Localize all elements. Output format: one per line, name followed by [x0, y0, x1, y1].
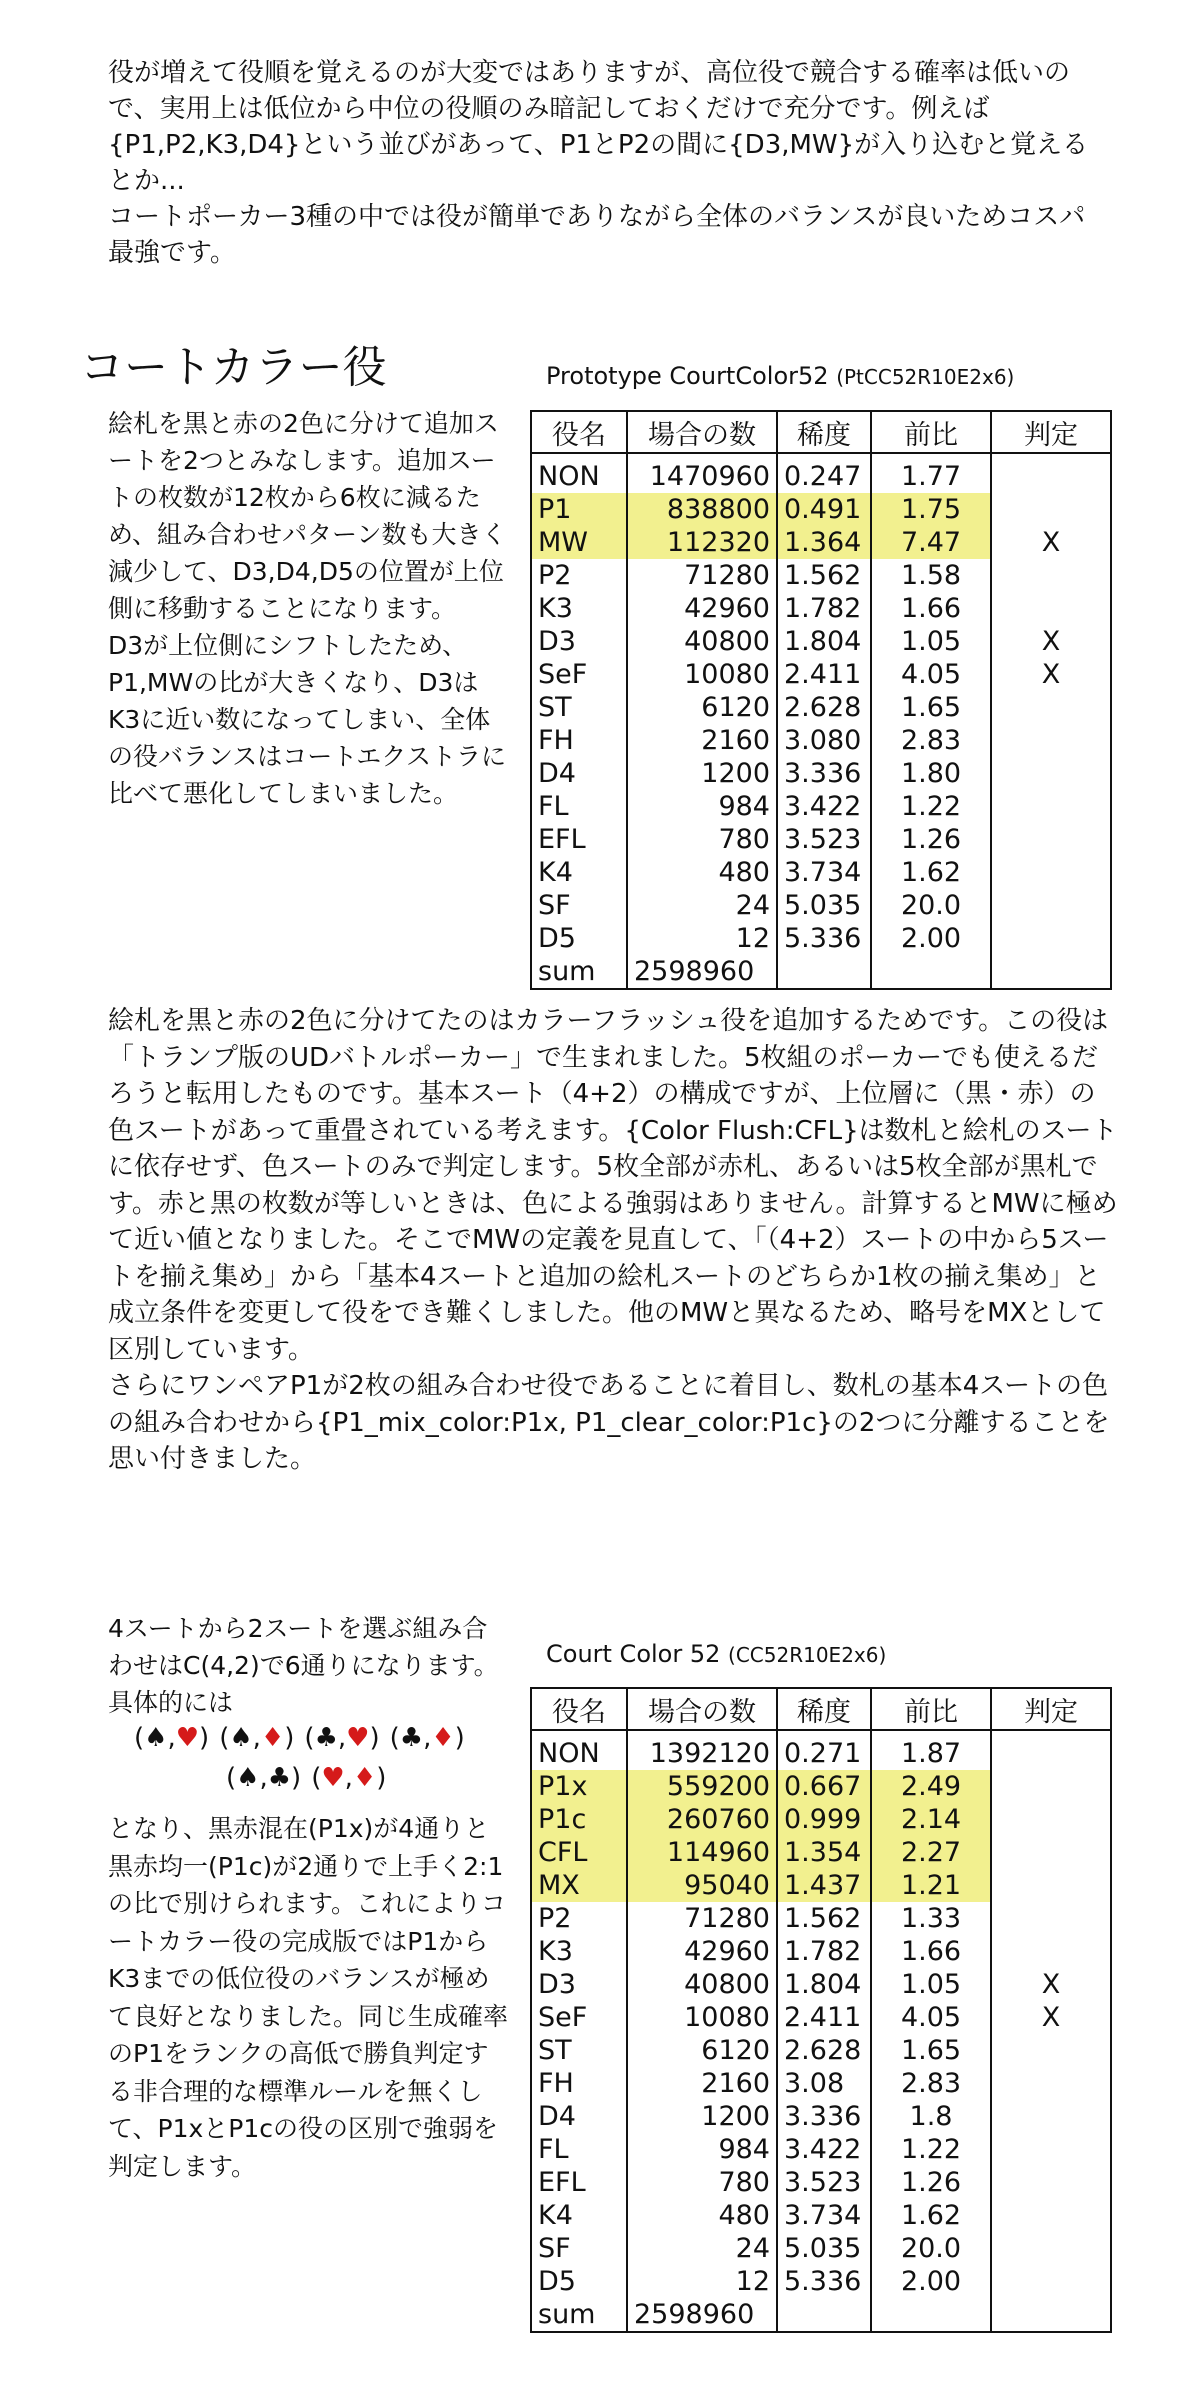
table-row [531, 658, 1111, 691]
table1-caption [546, 362, 1014, 390]
cell-count: 40800 [627, 625, 777, 658]
suit-icon: ♣ [267, 1763, 292, 1793]
table-header-row [531, 411, 1111, 453]
table1-caption-title: Prototype CourtColor52 [546, 362, 829, 390]
cell-ratio: 7.47 [871, 526, 991, 559]
header-cell: 判定 [991, 411, 1111, 453]
cell-count: 114960 [627, 1836, 777, 1869]
cell-rarity: 3.08 [777, 2067, 871, 2100]
cell-rarity: 5.336 [777, 2265, 871, 2298]
cell-ratio: 2.00 [871, 922, 991, 955]
cell-count: 2160 [627, 724, 777, 757]
cell-rarity: 1.804 [777, 1968, 871, 2001]
cell-rarity: 1.562 [777, 1902, 871, 1935]
cell-ratio: 1.77 [871, 453, 991, 493]
cell-ratio: 1.33 [871, 1902, 991, 1935]
cell-count: 71280 [627, 559, 777, 592]
cell-judge [991, 592, 1111, 625]
cell-judge [991, 823, 1111, 856]
cell-rarity: 3.080 [777, 724, 871, 757]
cell-rarity: 1.354 [777, 1836, 871, 1869]
cell-judge: X [991, 658, 1111, 691]
table-row [531, 2199, 1111, 2232]
cell-hand-name: K4 [531, 856, 627, 889]
cell-hand-name: ST [531, 2034, 627, 2067]
cell-ratio [871, 2298, 991, 2332]
cell-hand-name: K3 [531, 1935, 627, 1968]
cell-judge [991, 2166, 1111, 2199]
cell-ratio: 2.27 [871, 1836, 991, 1869]
table-row [531, 625, 1111, 658]
cell-ratio: 1.21 [871, 1869, 991, 1902]
cell-rarity: 2.411 [777, 658, 871, 691]
cell-rarity: 0.667 [777, 1770, 871, 1803]
table-row [531, 1902, 1111, 1935]
cell-count: 6120 [627, 691, 777, 724]
table-row [531, 1770, 1111, 1803]
cell-count: 1200 [627, 757, 777, 790]
cell-ratio [871, 955, 991, 989]
cell-judge [991, 1803, 1111, 1836]
cell-ratio: 1.65 [871, 2034, 991, 2067]
suit-icon: ♠ [229, 1723, 253, 1753]
table-row [531, 592, 1111, 625]
cell-count: 112320 [627, 526, 777, 559]
cell-hand-name: SeF [531, 2001, 627, 2034]
cell-judge [991, 2133, 1111, 2166]
cell-rarity: 1.782 [777, 1935, 871, 1968]
table-row [531, 2265, 1111, 2298]
table-row [531, 691, 1111, 724]
cell-rarity: 5.336 [777, 922, 871, 955]
cell-ratio: 1.8 [871, 2100, 991, 2133]
cell-rarity: 1.437 [777, 1869, 871, 1902]
cell-count: 1200 [627, 2100, 777, 2133]
table-row [531, 526, 1111, 559]
cell-judge [991, 691, 1111, 724]
cell-ratio: 1.75 [871, 493, 991, 526]
cell-rarity: 2.411 [777, 2001, 871, 2034]
cell-count: 10080 [627, 658, 777, 691]
cell-count: 780 [627, 823, 777, 856]
cell-hand-name: SF [531, 2232, 627, 2265]
cell-count: 71280 [627, 1902, 777, 1935]
table-prototype-courtcolor52 [530, 410, 1112, 990]
cell-judge: X [991, 625, 1111, 658]
header-cell: 前比 [871, 411, 991, 453]
cell-count: 42960 [627, 592, 777, 625]
cell-rarity: 1.804 [777, 625, 871, 658]
cell-judge: X [991, 2001, 1111, 2034]
header-cell: 稀度 [777, 411, 871, 453]
table-row [531, 493, 1111, 526]
table-sum-row [531, 2298, 1111, 2332]
cell-ratio: 2.83 [871, 2067, 991, 2100]
cell-count: 42960 [627, 1935, 777, 1968]
table2-caption-title: Court Color 52 [546, 1640, 721, 1668]
cell-rarity: 5.035 [777, 889, 871, 922]
cell-hand-name: FH [531, 2067, 627, 2100]
cell-ratio: 1.05 [871, 625, 991, 658]
table-row [531, 2034, 1111, 2067]
table-row [531, 823, 1111, 856]
suit-icon: ♥ [346, 1723, 370, 1753]
cell-ratio: 1.87 [871, 1730, 991, 1770]
table-row [531, 1869, 1111, 1902]
left-paragraph-2a: 4スートから2スートを選ぶ組み合わせはC(4,2)で6通りになります。具体的には [108, 1614, 499, 1717]
cell-count: 2160 [627, 2067, 777, 2100]
cell-rarity: 3.336 [777, 2100, 871, 2133]
table-row [531, 790, 1111, 823]
cell-hand-name: CFL [531, 1836, 627, 1869]
cell-rarity: 1.782 [777, 592, 871, 625]
middle-paragraph: 絵札を黒と赤の2色に分けてたのはカラーフラッシュ役を追加するためです。この役は「トランプ版のUDバトルポーカー」で生まれました。5枚組のポーカーでも使えるだろうと転用したものです。基本スート（4+2）の構成ですが、上位層に（黒・赤）の色スートがあって重畳されている考えます。{Color Flush:CFL}は数札と絵札のスートに依存せず、色スートのみで判定します。5枚全部が赤札、あるいは5枚全部が黒札です。赤と黒の枚数が等しいときは、色による強弱はありません。計算するとMWに極めて近い値となりました。そこでMWの定義を見直して、「（4+2）スートの中から5スートを揃え集め」から「基本4スートと追加の絵札スートのどちらか1枚の揃え集め」と成立条件を変更して役をでき難くしました。他のMWと異なるため、略号をMXとして区別しています。 さらにワンペアP1が2枚の組み合わせ役であることに着目し、数札の基本4スートの色の組み合わせから{P1_mix_color:P1x, P1_clear_color:P1c}の2つに分離することを思い付きました。 [108, 1006, 1118, 1474]
table-row [531, 559, 1111, 592]
cell-judge [991, 2298, 1111, 2332]
table-row [531, 1730, 1111, 1770]
cell-rarity [777, 2298, 871, 2332]
suit-pair: (♠,♥) [134, 1723, 210, 1753]
cell-rarity: 3.734 [777, 2199, 871, 2232]
cell-ratio: 20.0 [871, 889, 991, 922]
cell-judge [991, 922, 1111, 955]
cell-ratio: 4.05 [871, 2001, 991, 2034]
cell-ratio: 1.62 [871, 2199, 991, 2232]
suit-icon: ♦ [260, 1723, 285, 1753]
suit-icon: ♣ [314, 1723, 338, 1753]
cell-count: 2598960 [627, 955, 777, 989]
cell-count: 559200 [627, 1770, 777, 1803]
cell-ratio: 1.22 [871, 790, 991, 823]
header-cell: 場合の数 [627, 1688, 777, 1730]
cell-hand-name: FL [531, 790, 627, 823]
intro-paragraph: 役が増えて役順を覚えるのが大変ではありますが、高位役で競合する確率は低いので、実用上は低位から中位の役順のみ暗記しておくだけで充分です。例えば{P1,P2,K3,D4}という並びがあって、P1とP2の間に{D3,MW}が入り込むと覚えるとか... コートポーカー3種の中では役が簡単でありながら全体のバランスが良いためコスパ最強です。 [108, 58, 1089, 268]
header-cell: 役名 [531, 1688, 627, 1730]
cell-judge [991, 2034, 1111, 2067]
cell-count: 95040 [627, 1869, 777, 1902]
cell-count: 10080 [627, 2001, 777, 2034]
cell-hand-name: K3 [531, 592, 627, 625]
suit-pair: (♥,♦) [311, 1763, 387, 1793]
cell-judge [991, 2232, 1111, 2265]
cell-judge [991, 1935, 1111, 1968]
cell-ratio: 1.62 [871, 856, 991, 889]
cell-hand-name: D5 [531, 2265, 627, 2298]
cell-judge [991, 1902, 1111, 1935]
cell-rarity: 3.422 [777, 790, 871, 823]
table-row [531, 2232, 1111, 2265]
cell-count: 40800 [627, 1968, 777, 2001]
table-court-color-52 [530, 1687, 1112, 2333]
cell-count: 24 [627, 889, 777, 922]
cell-ratio: 1.58 [871, 559, 991, 592]
cell-judge [991, 2100, 1111, 2133]
suit-pairs-line-2 [226, 1763, 396, 1793]
cell-count: 24 [627, 2232, 777, 2265]
left-paragraph-2b: となり、黒赤混在(P1x)が4通りと黒赤均一(P1c)が2通りで上手く2:1の比で別けられます。これによりコートカラー役の完成版ではP1からK3までの低位役のバランスが極めて良好となりました。同じ生成確率のP1をランクの高低で勝負判定する非合理的な標準ルールを無くして、P1xとP1cの役の区別で強弱を判定します。 [108, 1814, 509, 2181]
cell-judge [991, 2067, 1111, 2100]
suit-pair: (♠,♦) [219, 1723, 295, 1753]
cell-rarity: 5.035 [777, 2232, 871, 2265]
cell-rarity: 1.364 [777, 526, 871, 559]
table-row [531, 1803, 1111, 1836]
cell-ratio: 2.00 [871, 2265, 991, 2298]
table-row [531, 724, 1111, 757]
cell-rarity: 1.562 [777, 559, 871, 592]
cell-ratio: 1.66 [871, 592, 991, 625]
cell-judge [991, 955, 1111, 989]
cell-judge [991, 856, 1111, 889]
cell-judge [991, 790, 1111, 823]
cell-judge [991, 2265, 1111, 2298]
cell-hand-name: ST [531, 691, 627, 724]
table-header-row [531, 1688, 1111, 1730]
cell-count: 838800 [627, 493, 777, 526]
cell-ratio: 20.0 [871, 2232, 991, 2265]
cell-ratio: 1.22 [871, 2133, 991, 2166]
table-row [531, 922, 1111, 955]
table-row [531, 2100, 1111, 2133]
cell-rarity: 2.628 [777, 691, 871, 724]
cell-rarity: 0.999 [777, 1803, 871, 1836]
cell-hand-name: P2 [531, 559, 627, 592]
cell-hand-name: SeF [531, 658, 627, 691]
cell-count: 6120 [627, 2034, 777, 2067]
suit-icon: ♥ [175, 1723, 200, 1753]
suit-pair: (♣,♦) [389, 1723, 465, 1753]
cell-count: 984 [627, 790, 777, 823]
cell-rarity: 0.247 [777, 453, 871, 493]
cell-rarity: 2.628 [777, 2034, 871, 2067]
cell-ratio: 1.26 [871, 2166, 991, 2199]
table-row [531, 856, 1111, 889]
cell-judge [991, 1770, 1111, 1803]
cell-judge [991, 2199, 1111, 2232]
cell-ratio: 2.14 [871, 1803, 991, 1836]
header-cell: 稀度 [777, 1688, 871, 1730]
cell-judge [991, 1869, 1111, 1902]
suit-icon: ♠ [236, 1763, 260, 1793]
cell-count: 480 [627, 2199, 777, 2232]
suit-pairs-line-1 [134, 1723, 475, 1753]
cell-hand-name: MX [531, 1869, 627, 1902]
cell-count: 984 [627, 2133, 777, 2166]
cell-hand-name: EFL [531, 2166, 627, 2199]
section-title: コートカラー役 [80, 342, 387, 393]
cell-ratio: 1.66 [871, 1935, 991, 1968]
cell-hand-name: D5 [531, 922, 627, 955]
cell-judge [991, 1730, 1111, 1770]
cell-hand-name: SF [531, 889, 627, 922]
cell-judge [991, 453, 1111, 493]
cell-hand-name: D4 [531, 757, 627, 790]
cell-count: 1470960 [627, 453, 777, 493]
cell-judge [991, 1836, 1111, 1869]
cell-judge [991, 889, 1111, 922]
cell-rarity: 0.271 [777, 1730, 871, 1770]
cell-hand-name: K4 [531, 2199, 627, 2232]
cell-count: 260760 [627, 1803, 777, 1836]
suit-icon: ♣ [399, 1723, 424, 1753]
cell-rarity: 0.491 [777, 493, 871, 526]
cell-rarity: 3.734 [777, 856, 871, 889]
cell-judge [991, 493, 1111, 526]
cell-count: 780 [627, 2166, 777, 2199]
suit-icon: ♦ [352, 1763, 377, 1793]
cell-hand-name: FL [531, 2133, 627, 2166]
header-cell: 役名 [531, 411, 627, 453]
cell-count: 2598960 [627, 2298, 777, 2332]
table2-caption-sub: (CC52R10E2x6) [728, 1643, 887, 1667]
cell-rarity: 3.336 [777, 757, 871, 790]
table-row [531, 2067, 1111, 2100]
cell-judge: X [991, 526, 1111, 559]
suit-icon: ♠ [144, 1723, 168, 1753]
cell-count: 1392120 [627, 1730, 777, 1770]
cell-ratio: 1.26 [871, 823, 991, 856]
header-cell: 前比 [871, 1688, 991, 1730]
table-row [531, 2001, 1111, 2034]
cell-hand-name: D3 [531, 625, 627, 658]
suit-pair: (♠,♣) [226, 1763, 302, 1793]
cell-hand-name: FH [531, 724, 627, 757]
cell-rarity [777, 955, 871, 989]
cell-hand-name: D3 [531, 1968, 627, 2001]
cell-ratio: 2.83 [871, 724, 991, 757]
cell-count: 12 [627, 922, 777, 955]
table-row [531, 1935, 1111, 1968]
cell-rarity: 3.523 [777, 823, 871, 856]
cell-ratio: 1.65 [871, 691, 991, 724]
cell-hand-name: sum [531, 2298, 627, 2332]
cell-ratio: 2.49 [871, 1770, 991, 1803]
cell-count: 480 [627, 856, 777, 889]
table-row [531, 757, 1111, 790]
cell-rarity: 3.422 [777, 2133, 871, 2166]
cell-judge: X [991, 1968, 1111, 2001]
cell-hand-name: D4 [531, 2100, 627, 2133]
cell-ratio: 1.80 [871, 757, 991, 790]
cell-hand-name: P1 [531, 493, 627, 526]
cell-hand-name: NON [531, 1730, 627, 1770]
cell-ratio: 1.05 [871, 1968, 991, 2001]
table2-caption [546, 1640, 886, 1668]
table-row [531, 1968, 1111, 2001]
suit-icon: ♥ [321, 1763, 345, 1793]
cell-hand-name: NON [531, 453, 627, 493]
cell-hand-name: P1c [531, 1803, 627, 1836]
cell-judge [991, 757, 1111, 790]
cell-rarity: 3.523 [777, 2166, 871, 2199]
table-row [531, 889, 1111, 922]
table-sum-row [531, 955, 1111, 989]
suit-pair: (♣,♥) [304, 1723, 380, 1753]
table1-caption-sub: (PtCC52R10E2x6) [836, 365, 1015, 389]
table-row [531, 453, 1111, 493]
cell-judge [991, 559, 1111, 592]
header-cell: 場合の数 [627, 411, 777, 453]
cell-hand-name: P2 [531, 1902, 627, 1935]
cell-judge [991, 724, 1111, 757]
cell-hand-name: MW [531, 526, 627, 559]
suit-icon: ♦ [431, 1723, 455, 1753]
left-paragraph-1: 絵札を黒と赤の2色に分けて追加スートを2つとみなします。追加スートの枚数が12枚から6枚に減るため、組み合わせパターン数も大きく減少して、D3,D4,D5の位置が上位側に移動することになります。 D3が上位側にシフトしたため、P1,MWの比が大きくなり、D3はK3に近い数になってしまい、全体の役バランスはコートエクストラに比べて悪化してしまいました。 [108, 409, 507, 808]
cell-ratio: 4.05 [871, 658, 991, 691]
header-cell: 判定 [991, 1688, 1111, 1730]
cell-count: 12 [627, 2265, 777, 2298]
table-row [531, 2166, 1111, 2199]
table-row [531, 2133, 1111, 2166]
table-row [531, 1836, 1111, 1869]
cell-hand-name: P1x [531, 1770, 627, 1803]
cell-hand-name: sum [531, 955, 627, 989]
cell-hand-name: EFL [531, 823, 627, 856]
